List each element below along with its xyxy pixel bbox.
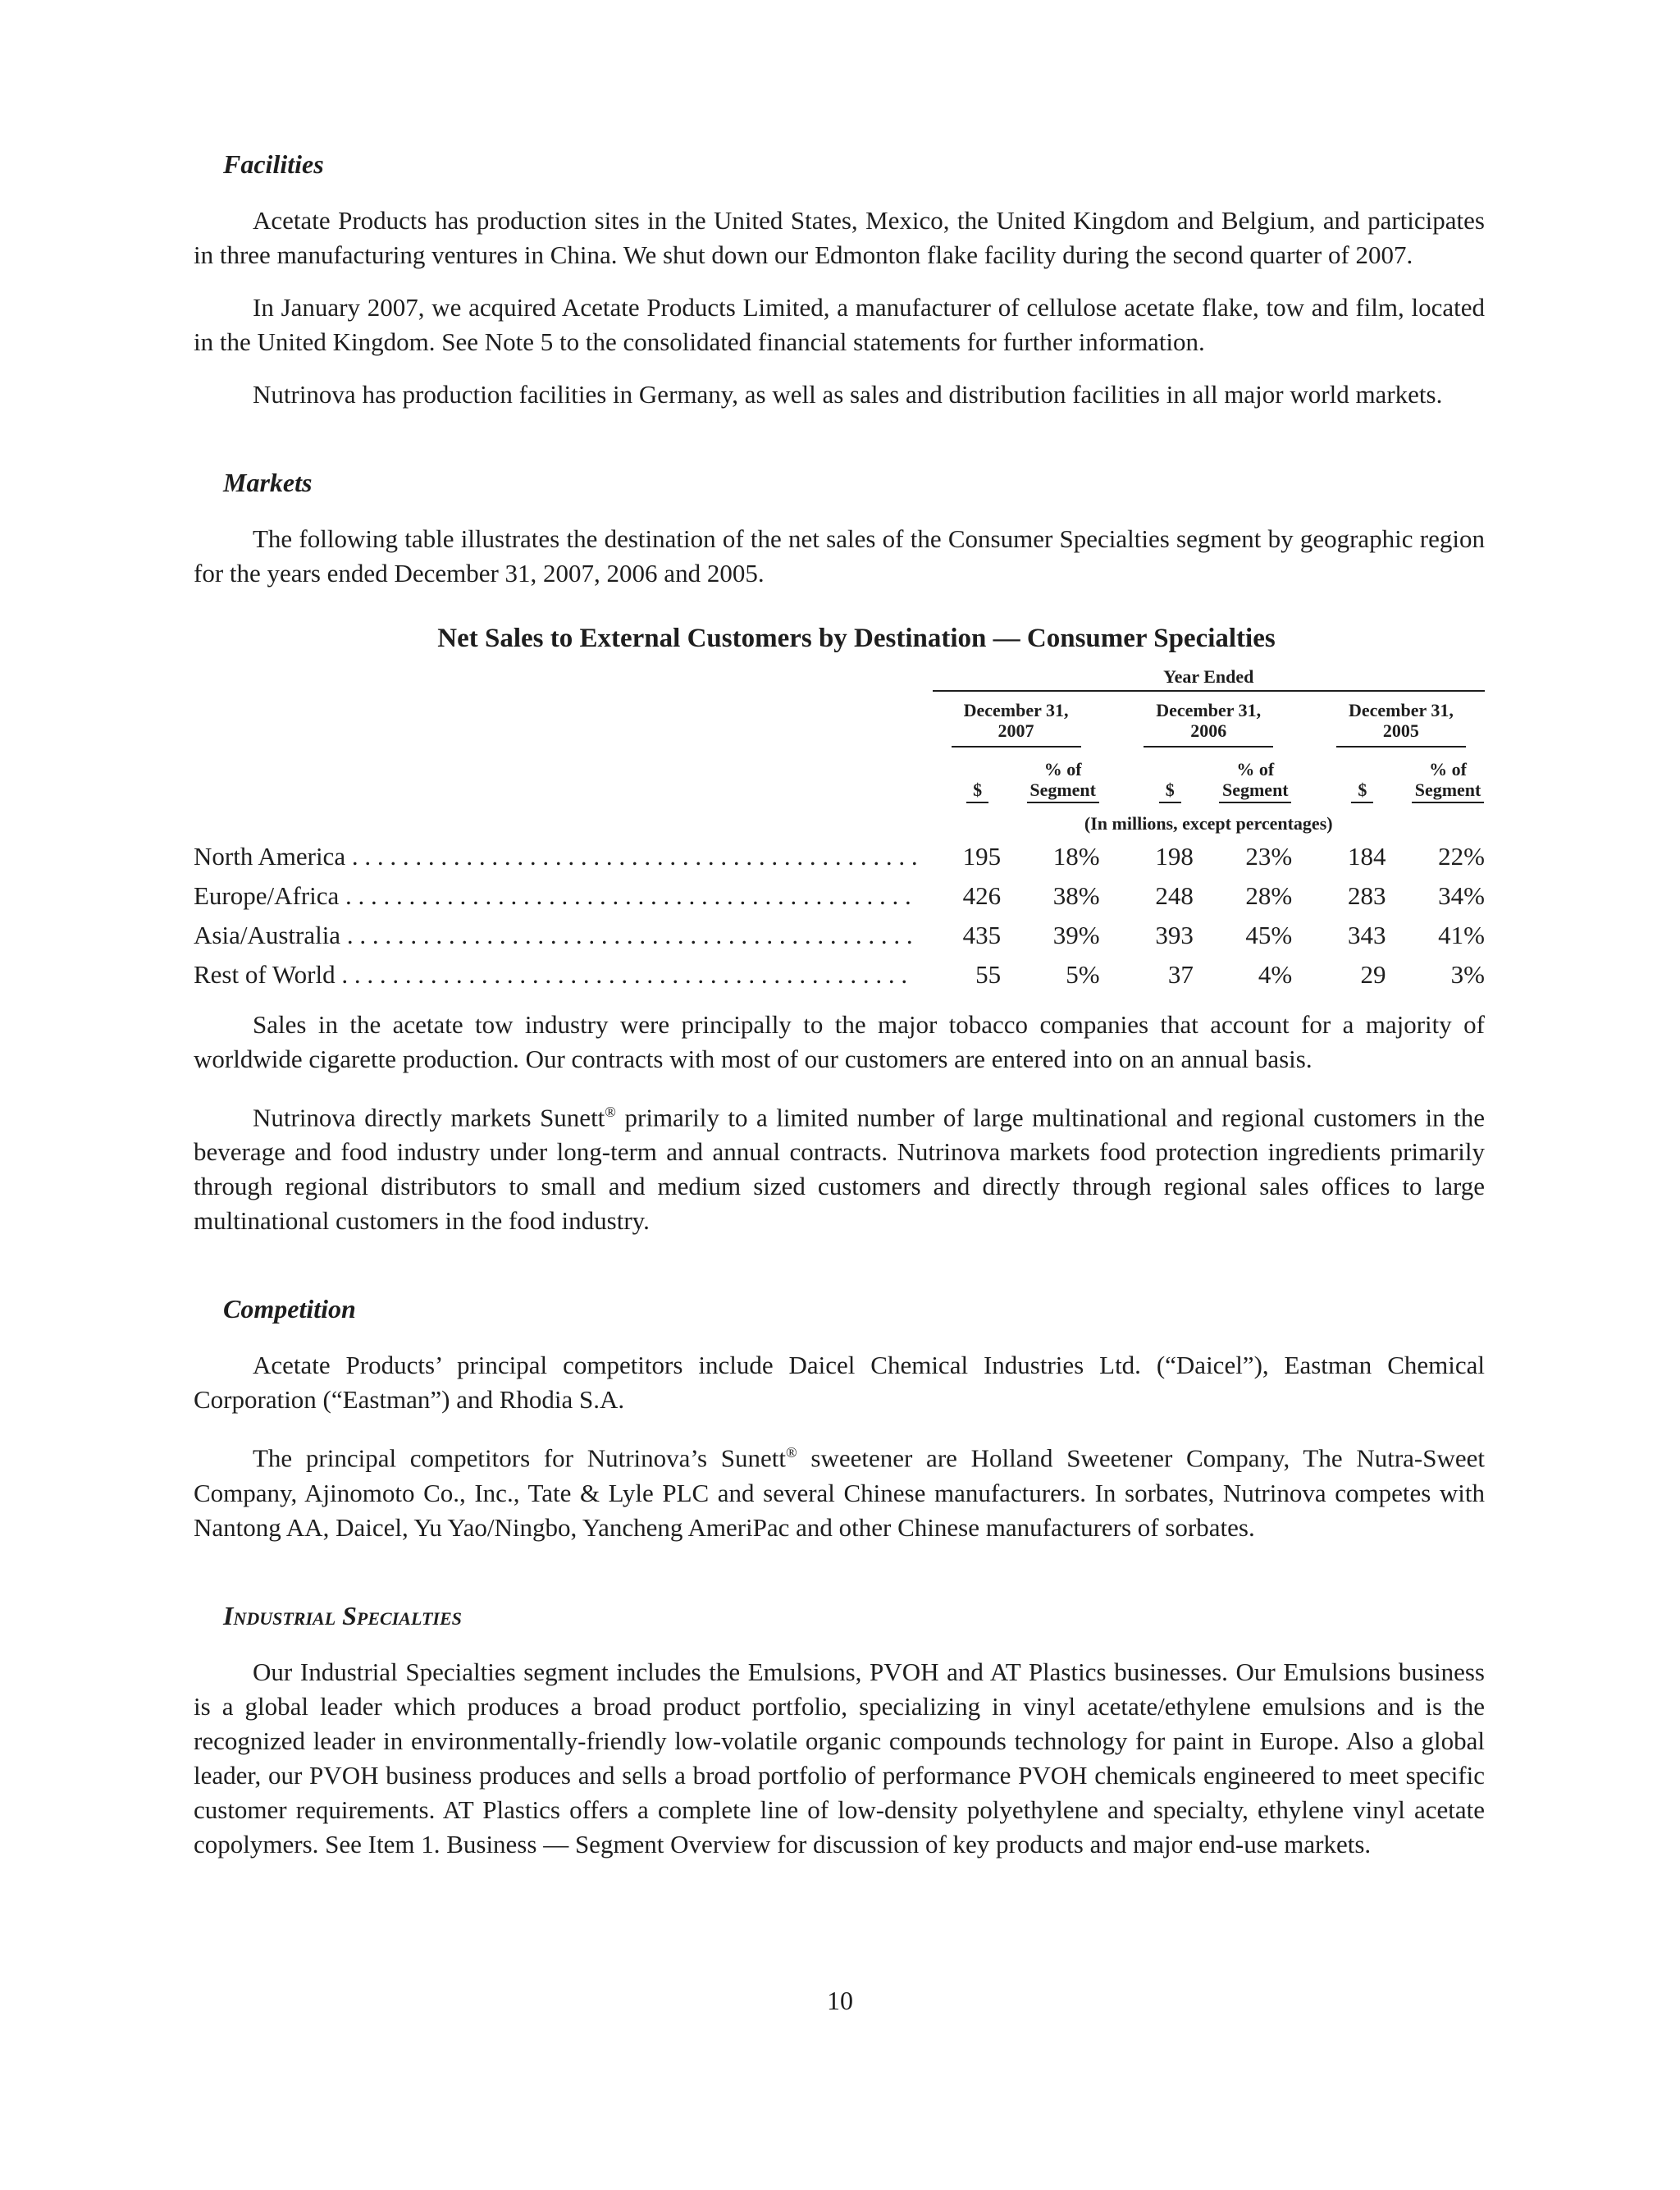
pct-header-2007: % of Segment xyxy=(1027,759,1099,803)
value-2005: 283 xyxy=(1347,881,1386,910)
row-label xyxy=(194,876,933,916)
pct-2005: 22% xyxy=(1438,842,1485,871)
net-sales-table xyxy=(194,666,1485,994)
value-2006: 37 xyxy=(1167,960,1194,989)
pct-header-2006: % of Segment xyxy=(1219,759,1291,803)
table-row xyxy=(194,876,1485,916)
competition-paragraph-1: Acetate Products’ principal competitors include Daicel Chemical Industries Ltd. (“Daicel”), Eastman Chemical Corporation (“Eastman”) and Rhodia S.A. xyxy=(194,1351,1485,1415)
registered-mark: ® xyxy=(786,1444,797,1461)
pct-2005: 41% xyxy=(1438,921,1485,949)
row-label-text: Rest of World xyxy=(194,960,336,989)
value-2006: 198 xyxy=(1155,842,1194,871)
value-2005: 29 xyxy=(1360,960,1386,989)
registered-mark: ® xyxy=(605,1104,616,1120)
value-2005: 343 xyxy=(1347,921,1386,949)
leader-dots: . . . . . . . . . . . . . . . . . . . . . . . . . . . . . . . . . . . . . . . . . . . . . xyxy=(339,881,911,910)
pct-2007: 39% xyxy=(1052,921,1100,949)
pct-2006: 23% xyxy=(1245,842,1293,871)
pct-2005: 34% xyxy=(1438,881,1485,910)
leader-dots: . . . . . . . . . . . . . . . . . . . . . . . . . . . . . . . . . . . . . . . . . . . . . xyxy=(345,842,918,871)
pct-2007: 38% xyxy=(1052,881,1100,910)
leader-dots: . . . . . . . . . . . . . . . . . . . . . . . . . . . . . . . . . . . . . . . . . . . . . xyxy=(340,921,913,949)
dollar-header-2007: $ xyxy=(966,780,988,803)
markets-paragraph-acetate-tow: Sales in the acetate tow industry were principally to the major tobacco companies that account for a majority of worldwide cigarette production. Our contracts with most of our customers are entered into on an annual basis. xyxy=(194,1010,1485,1073)
year-ended-header: Year Ended xyxy=(933,666,1485,691)
period-header-2005: December 31, 2005 xyxy=(1336,700,1466,748)
pct-2006: 45% xyxy=(1245,921,1293,949)
table-title: Net Sales to External Customers by Destination — Consumer Specialties xyxy=(437,624,1276,653)
table-row xyxy=(194,955,1485,994)
facilities-paragraph-1: Acetate Products has production sites in the United States, Mexico, the United Kingdom and Belgium, and participates in three manufacturing ventures in China. We shut down our Edmonton flake facility during the second quarter of 2007. xyxy=(194,206,1485,269)
value-2007: 55 xyxy=(975,960,1002,989)
value-2006: 248 xyxy=(1155,881,1194,910)
facilities-paragraph-2: In January 2007, we acquired Acetate Products Limited, a manufacturer of cellulose acetate flake, tow and film, located in the United Kingdom. See Note 5 to the consolidated financial statements for further information. xyxy=(194,293,1485,356)
units-note: (In millions, except percentages) xyxy=(1084,813,1333,834)
period-header-2006: December 31, 2006 xyxy=(1144,700,1273,748)
row-label-text: Asia/Australia xyxy=(194,921,341,949)
row-label-text: Europe/Africa xyxy=(194,881,340,910)
table-row xyxy=(194,916,1485,955)
value-2007: 426 xyxy=(962,881,1002,910)
value-2007: 435 xyxy=(962,921,1002,949)
row-label xyxy=(194,955,933,994)
pct-2006: 4% xyxy=(1258,960,1293,989)
row-label-text: North America xyxy=(194,842,346,871)
dollar-header-2005: $ xyxy=(1351,780,1373,803)
row-label xyxy=(194,837,933,876)
document-page xyxy=(194,148,1485,1880)
competition-heading: Competition xyxy=(223,1294,356,1324)
table-row xyxy=(194,837,1485,876)
page-number: 10 xyxy=(827,1986,853,2015)
industrial-specialties-heading: Industrial Specialties xyxy=(223,1600,462,1630)
value-2007: 195 xyxy=(962,842,1002,871)
facilities-heading: Facilities xyxy=(223,149,324,179)
leader-dots: . . . . . . . . . . . . . . . . . . . . . . . . . . . . . . . . . . . . . . . . . . . . . xyxy=(335,960,908,989)
markets-paragraph-nutrinova: Nutrinova directly markets Sunett® primarily to a limited number of large multinational and regional customers in the beverage and food industry under long-term and annual contracts. Nutrinova markets food protection ingredients primarily through regional distributors to small and medium sized customers and directly through regional sales offices to large multinational customers in the food industry. xyxy=(194,1103,1486,1236)
competition-paragraph-2: The principal competitors for Nutrinova’s Sunett® sweetener are Holland Sweetener Company, The Nutra-Sweet Company, Ajinomoto Co., Inc., Tate & Lyle PLC and several Chinese manufacturers. In sorbates, Nutrinova competes with Nantong AA, Daicel, Yu Yao/Ningbo, Yancheng AmeriPac and other Chinese manufacturers of sorbates. xyxy=(194,1443,1486,1542)
value-2006: 393 xyxy=(1155,921,1194,949)
value-2005: 184 xyxy=(1347,842,1386,871)
pct-2006: 28% xyxy=(1245,881,1293,910)
row-label xyxy=(194,916,933,955)
industrial-specialties-paragraph: Our Industrial Specialties segment includes the Emulsions, PVOH and AT Plastics businesses. Our Emulsions business is a global leader which produces a broad product portfolio, specializing in vinyl acetate/ethylene emulsions and is the recognized leader in environmentally-friendly low-volatile organic compounds technology for paint in Europe. Also a global leader, our PVOH business produces and sells a broad portfolio of performance PVOH chemicals engineered to meet specific customer requirements. AT Plastics offers a complete line of low-density polyethylene and specialty, ethylene vinyl acetate copolymers. See Item 1. Business — Segment Overview for discussion of key products and major end-use markets. xyxy=(194,1657,1485,1859)
pct-2007: 5% xyxy=(1066,960,1100,989)
pct-header-2005: % of Segment xyxy=(1412,759,1484,803)
markets-heading: Markets xyxy=(223,468,313,497)
facilities-paragraph-3: Nutrinova has production facilities in Germany, as well as sales and distribution facilities in all major world markets. xyxy=(253,380,1443,409)
dollar-header-2006: $ xyxy=(1159,780,1181,803)
markets-intro-paragraph: The following table illustrates the destination of the net sales of the Consumer Specialties segment by geographic region for the years ended December 31, 2007, 2006 and 2005. xyxy=(194,524,1485,588)
pct-2007: 18% xyxy=(1052,842,1100,871)
period-header-2007: December 31, 2007 xyxy=(952,700,1081,748)
pct-2005: 3% xyxy=(1450,960,1485,989)
